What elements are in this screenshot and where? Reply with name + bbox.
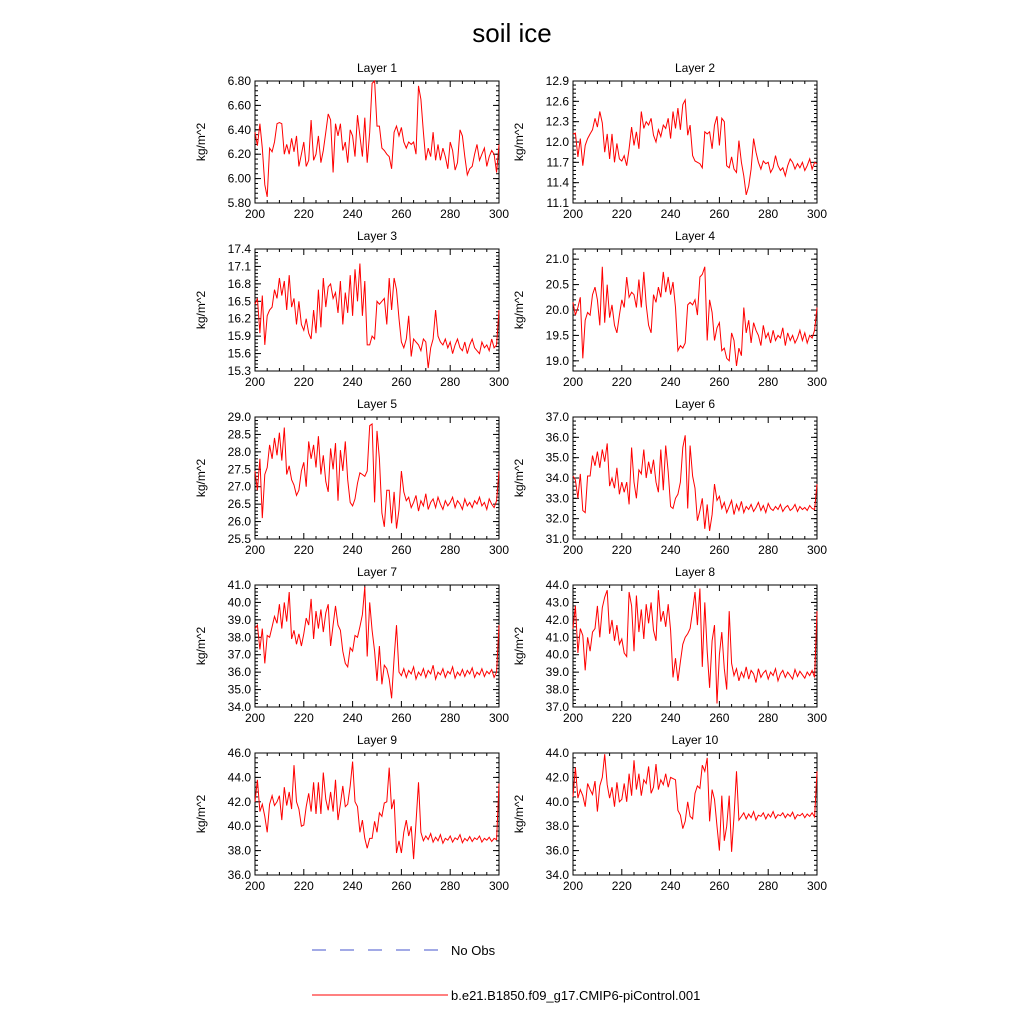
x-tick-label: 280 — [440, 207, 461, 221]
x-tick-label: 200 — [562, 207, 584, 221]
x-tick-label: 280 — [758, 207, 779, 221]
x-tick-label: 240 — [660, 879, 681, 893]
x-tick-label: 220 — [611, 375, 632, 389]
y-tick-label: 44.0 — [227, 770, 251, 785]
x-tick-label: 240 — [342, 543, 363, 557]
x-tick-label: 200 — [562, 543, 584, 557]
x-tick-label: 260 — [391, 543, 412, 557]
y-tick-label: 38.0 — [545, 819, 569, 834]
series-line — [255, 762, 499, 860]
x-tick-label: 300 — [488, 879, 510, 893]
series-line — [255, 264, 499, 369]
x-tick-label: 280 — [440, 375, 461, 389]
y-tick-label: 39.0 — [227, 612, 251, 627]
x-tick-label: 300 — [806, 375, 828, 389]
panel-layer-7 — [194, 565, 509, 725]
y-axis-label: kg/m^2 — [512, 626, 526, 666]
x-tick-label: 300 — [806, 879, 828, 893]
x-tick-label: 240 — [342, 375, 363, 389]
y-tick-label: 38.0 — [227, 843, 251, 858]
y-tick-label: 36.0 — [227, 665, 251, 680]
x-tick-label: 280 — [758, 711, 779, 725]
y-axis-label: kg/m^2 — [194, 122, 208, 162]
x-tick-label: 280 — [758, 375, 779, 389]
y-tick-label: 12.3 — [545, 114, 569, 129]
x-tick-label: 220 — [293, 711, 314, 725]
x-tick-label: 220 — [611, 543, 632, 557]
x-tick-label: 240 — [660, 711, 681, 725]
x-tick-label: 260 — [709, 375, 730, 389]
panel-layer-4 — [512, 229, 827, 389]
chart-title: soil ice — [472, 18, 552, 48]
y-tick-label: 38.0 — [227, 630, 251, 645]
x-tick-label: 260 — [391, 375, 412, 389]
panel-title: Layer 1 — [356, 61, 398, 75]
y-tick-label: 16.5 — [227, 294, 251, 309]
x-tick-label: 300 — [488, 711, 510, 725]
y-axis-label: kg/m^2 — [194, 794, 208, 834]
y-tick-label: 15.9 — [227, 329, 251, 344]
x-tick-label: 220 — [293, 543, 314, 557]
y-tick-label: 26.5 — [227, 497, 251, 512]
y-tick-label: 20.5 — [545, 277, 569, 292]
x-tick-label: 260 — [391, 207, 412, 221]
y-tick-label: 40.0 — [545, 794, 569, 809]
panel-layer-8 — [512, 565, 827, 725]
y-axis-label: kg/m^2 — [512, 122, 526, 162]
y-tick-label: 6.60 — [227, 98, 251, 113]
x-tick-label: 300 — [488, 375, 510, 389]
y-tick-label: 25.5 — [227, 532, 251, 546]
x-tick-label: 240 — [660, 543, 681, 557]
y-tick-label: 38.0 — [545, 682, 569, 697]
y-tick-label: 6.20 — [227, 147, 251, 162]
x-tick-label: 280 — [440, 711, 461, 725]
y-tick-label: 42.0 — [545, 612, 569, 627]
y-tick-label: 34.0 — [545, 471, 569, 485]
y-tick-label: 40.0 — [227, 595, 251, 610]
y-tick-label: 33.0 — [545, 491, 569, 506]
y-tick-label: 35.0 — [545, 450, 569, 465]
panel-title: Layer 7 — [356, 565, 398, 579]
x-tick-label: 220 — [611, 207, 632, 221]
y-axis-label: kg/m^2 — [512, 458, 526, 498]
x-tick-label: 260 — [709, 207, 730, 221]
y-tick-label: 36.0 — [545, 843, 569, 858]
legend-label-model: b.e21.B1850.f09_g17.CMIP6-piControl.001 — [451, 988, 701, 1003]
y-axis-label: kg/m^2 — [512, 794, 526, 834]
y-tick-label: 37.0 — [545, 700, 569, 714]
y-tick-label: 6.00 — [227, 171, 251, 186]
x-tick-label: 280 — [758, 879, 779, 893]
y-tick-label: 17.1 — [227, 259, 251, 274]
panel-layer-2 — [512, 61, 827, 221]
y-tick-label: 41.0 — [545, 630, 569, 645]
x-tick-label: 260 — [709, 711, 730, 725]
series-line — [573, 754, 817, 852]
y-tick-label: 16.8 — [227, 276, 251, 291]
plot-frame — [573, 585, 817, 707]
panel-layer-10 — [512, 733, 827, 893]
x-tick-label: 260 — [709, 879, 730, 893]
series-line — [255, 81, 499, 197]
series-line — [255, 424, 499, 529]
y-tick-label: 12.6 — [545, 94, 569, 109]
y-tick-label: 6.80 — [227, 74, 251, 88]
y-tick-label: 26.0 — [227, 514, 251, 529]
y-tick-label: 27.5 — [227, 462, 251, 477]
panel-layer-1 — [194, 61, 509, 221]
y-tick-label: 20.0 — [545, 303, 569, 317]
x-tick-label: 260 — [709, 543, 730, 557]
y-axis-label: kg/m^2 — [194, 458, 208, 498]
y-tick-label: 15.3 — [227, 364, 251, 378]
panel-title: Layer 3 — [356, 229, 398, 243]
x-tick-label: 200 — [562, 711, 584, 725]
y-tick-label: 41.0 — [227, 578, 251, 592]
x-tick-label: 240 — [342, 207, 363, 221]
y-tick-label: 11.4 — [546, 175, 569, 190]
x-tick-label: 280 — [440, 543, 461, 557]
y-tick-label: 29.0 — [227, 410, 251, 424]
plot-frame — [255, 81, 499, 203]
series-line — [573, 100, 817, 195]
y-tick-label: 39.0 — [545, 665, 569, 680]
series-line — [255, 587, 499, 699]
y-tick-label: 32.0 — [545, 511, 569, 526]
x-tick-label: 240 — [660, 207, 681, 221]
x-tick-label: 200 — [244, 879, 266, 893]
plot-frame — [255, 249, 499, 371]
legend — [312, 943, 700, 1003]
x-tick-label: 260 — [391, 711, 412, 725]
y-tick-label: 19.5 — [545, 328, 569, 343]
y-tick-label: 17.4 — [227, 242, 251, 256]
panels — [194, 61, 827, 893]
y-tick-label: 16.2 — [227, 311, 251, 326]
x-tick-label: 240 — [660, 375, 681, 389]
y-tick-label: 12.9 — [545, 74, 569, 88]
x-tick-label: 260 — [391, 879, 412, 893]
panel-title: Layer 2 — [674, 61, 716, 75]
x-tick-label: 220 — [293, 375, 314, 389]
x-tick-label: 300 — [806, 711, 828, 725]
y-tick-label: 12.0 — [545, 135, 569, 149]
x-tick-label: 240 — [342, 879, 363, 893]
series-line — [573, 435, 817, 531]
y-tick-label: 5.80 — [227, 196, 251, 210]
x-tick-label: 200 — [562, 879, 584, 893]
plot-frame — [573, 249, 817, 371]
panel-title: Layer 9 — [356, 733, 398, 747]
y-tick-label: 21.0 — [545, 252, 569, 267]
panel-title: Layer 5 — [356, 397, 398, 411]
y-axis-label: kg/m^2 — [194, 290, 208, 330]
y-tick-label: 27.0 — [227, 479, 251, 494]
y-tick-label: 37.0 — [227, 647, 251, 662]
x-tick-label: 220 — [611, 879, 632, 893]
x-tick-label: 220 — [611, 711, 632, 725]
y-tick-label: 35.0 — [227, 682, 251, 697]
x-tick-label: 200 — [244, 207, 266, 221]
y-tick-label: 28.0 — [227, 444, 251, 459]
y-tick-label: 6.40 — [227, 122, 251, 137]
x-tick-label: 200 — [244, 543, 266, 557]
y-tick-label: 34.0 — [227, 700, 251, 714]
y-tick-label: 42.0 — [227, 794, 251, 809]
x-tick-label: 200 — [244, 711, 266, 725]
y-tick-label: 11.1 — [546, 196, 569, 210]
plot-frame — [573, 753, 817, 875]
y-axis-label: kg/m^2 — [512, 290, 526, 330]
panel-layer-5 — [194, 397, 509, 557]
x-tick-label: 200 — [562, 375, 584, 389]
y-tick-label: 15.6 — [227, 346, 251, 361]
x-tick-label: 300 — [806, 543, 828, 557]
panel-title: Layer 8 — [674, 565, 716, 579]
plot-frame — [573, 81, 817, 203]
y-tick-label: 40.0 — [545, 647, 569, 662]
x-tick-label: 280 — [440, 879, 461, 893]
y-tick-label: 19.0 — [545, 353, 569, 368]
x-tick-label: 220 — [293, 207, 314, 221]
y-tick-label: 40.0 — [227, 819, 251, 834]
y-tick-label: 42.0 — [545, 770, 569, 785]
series-line — [573, 589, 817, 704]
x-tick-label: 280 — [758, 543, 779, 557]
y-tick-label: 44.0 — [545, 578, 569, 592]
y-tick-label: 44.0 — [545, 746, 569, 760]
x-tick-label: 200 — [244, 375, 266, 389]
plot-frame — [255, 753, 499, 875]
legend-label-no-obs: No Obs — [451, 943, 496, 958]
x-tick-label: 300 — [488, 207, 510, 221]
x-tick-label: 220 — [293, 879, 314, 893]
y-tick-label: 28.5 — [227, 427, 251, 442]
y-tick-label: 34.0 — [545, 868, 569, 882]
panel-layer-9 — [194, 733, 509, 893]
plot-frame — [255, 585, 499, 707]
panel-layer-3 — [194, 229, 509, 389]
y-tick-label: 37.0 — [545, 410, 569, 424]
panel-title: Layer 4 — [674, 229, 716, 243]
x-tick-label: 240 — [342, 711, 363, 725]
y-tick-label: 31.0 — [545, 532, 569, 546]
y-tick-label: 36.0 — [227, 868, 251, 882]
panel-title: Layer 6 — [674, 397, 716, 411]
y-axis-label: kg/m^2 — [194, 626, 208, 666]
y-tick-label: 36.0 — [545, 430, 569, 445]
panel-layer-6 — [512, 397, 827, 557]
series-line — [573, 267, 817, 366]
y-tick-label: 43.0 — [545, 595, 569, 610]
y-tick-label: 11.7 — [546, 155, 569, 170]
x-tick-label: 300 — [806, 207, 828, 221]
x-tick-label: 300 — [488, 543, 510, 557]
y-tick-label: 46.0 — [227, 746, 251, 760]
panel-title: Layer 10 — [671, 733, 719, 747]
